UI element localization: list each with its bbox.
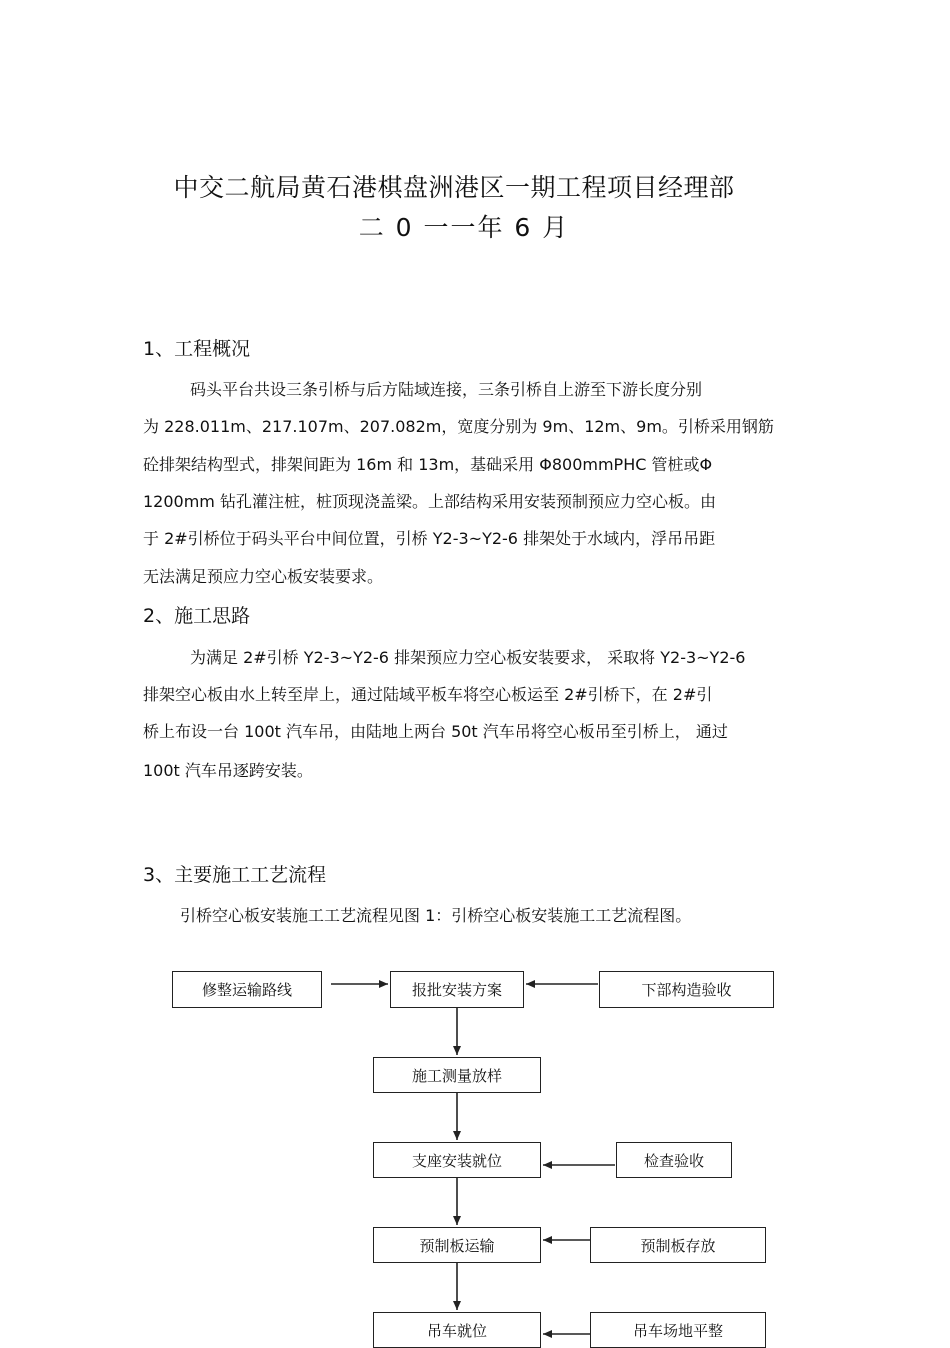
flow-box-label: 施工测量放样 [411, 1066, 502, 1085]
flow-box-substructure [599, 971, 774, 1008]
paragraph-line: 码头平台共设三条引桥与后方陆域连接，三条引桥自上游至下游长度分别 [190, 380, 703, 399]
document-date: 二 0 一一年 6 月 [358, 213, 570, 242]
paragraph-line: 1200mm 钻孔灌注桩，桩顶现浇盖梁。上部结构采用安装预制预应力空心板。由 [143, 492, 716, 511]
flow-box-crane [373, 1312, 541, 1348]
flow-box-label: 预制板存放 [640, 1236, 716, 1255]
section-heading-overview: 1、工程概况 [143, 338, 251, 360]
paragraph-line: 于 2#引桥位于码头平台中间位置，引桥 Y2-3~Y2-6 排架处于水域内，浮吊吊距 [143, 529, 716, 548]
flow-box-label: 检查验收 [643, 1151, 704, 1170]
flow-box-label: 修整运输路线 [201, 981, 292, 999]
paragraph-line: 无法满足预应力空心板安装要求。 [143, 567, 384, 586]
paragraph-line: 砼排架结构型式，排架间距为 16m 和 13m，基础采用 Φ800mmPHC 管桩或Φ [143, 455, 713, 474]
flow-box-survey [373, 1057, 541, 1093]
section-heading-approach: 2、施工思路 [143, 605, 251, 627]
paragraph-line: 为满足 2#引桥 Y2-3~Y2-6 排架预应力空心板安装要求， 采取将 Y2-3~Y2-6 [190, 648, 746, 667]
flow-box-storage [590, 1227, 766, 1263]
flow-box-route [172, 971, 322, 1008]
paragraph-line: 桥上布设一台 100t 汽车吊，由陆地上两台 50t 汽车吊将空心板吊至引桥上， 通过 [143, 722, 728, 741]
flow-box-label: 吊车就位 [426, 1321, 487, 1340]
section-heading-process: 3、主要施工工艺流程 [143, 864, 327, 886]
flow-box-label: 预制板运输 [419, 1236, 495, 1255]
organization-title: 中交二航局黄石港棋盘洲港区一期工程项目经理部 [173, 173, 735, 202]
paragraph-line: 引桥空心板安装施工工艺流程见图 1：引桥空心板安装施工工艺流程图。 [180, 906, 692, 925]
flow-box-inspect [616, 1142, 732, 1178]
flow-box-site [590, 1312, 766, 1348]
paragraph-line: 100t 汽车吊逐跨安装。 [143, 761, 313, 780]
paragraph-line: 为 228.011m、217.107m、207.082m，宽度分别为 9m、12m、9m。引桥采用钢筋 [143, 417, 774, 436]
flow-box-plan [390, 971, 524, 1008]
flow-box-bearing [373, 1142, 541, 1178]
flow-box-label: 支座安装就位 [411, 1151, 502, 1170]
paragraph-line: 排架空心板由水上转至岸上，通过陆域平板车将空心板运至 2#引桥下，在 2#引 [143, 685, 713, 704]
flow-box-transport [373, 1227, 541, 1263]
flow-box-label: 报批安装方案 [411, 981, 502, 999]
flow-box-label: 吊车场地平整 [632, 1321, 723, 1340]
flow-box-label: 下部构造验收 [641, 981, 732, 999]
